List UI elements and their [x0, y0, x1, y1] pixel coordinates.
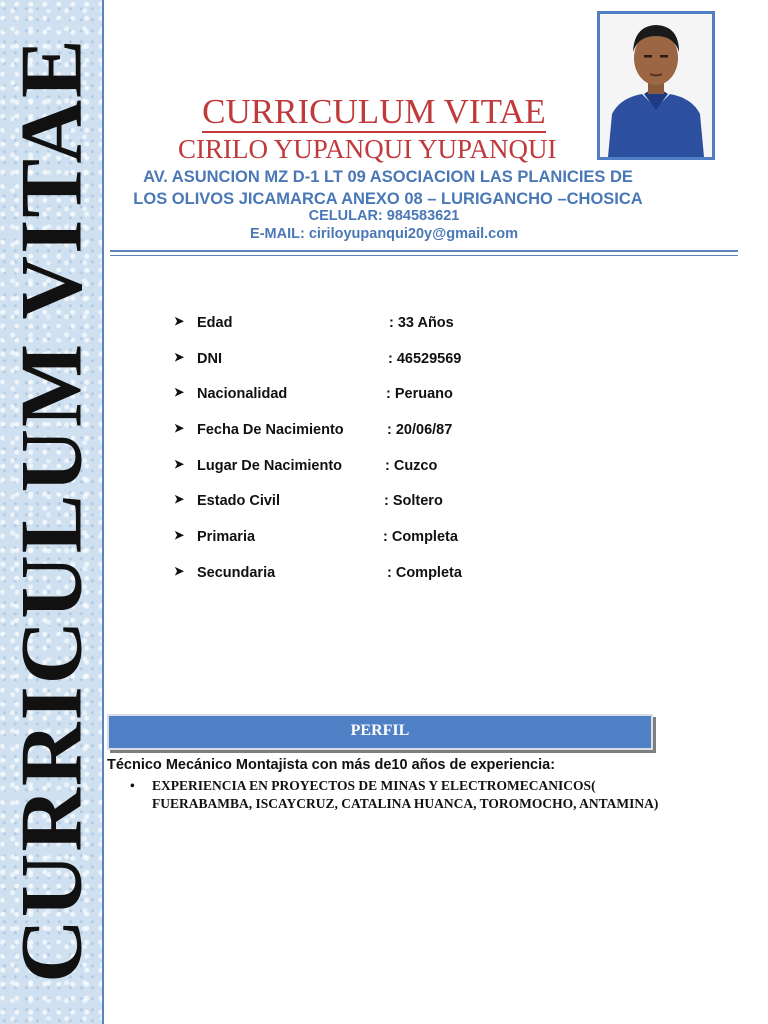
- arrow-right-icon: ➤: [174, 314, 185, 328]
- profile-summary: Técnico Mecánico Montajista con más de10 años de experiencia:: [107, 757, 556, 773]
- info-label: Lugar De Nacimiento: [197, 457, 343, 474]
- info-label: Estado Civil: [197, 493, 280, 510]
- perfil-section-header: [107, 714, 653, 750]
- candidate-name: CIRILO YUPANQUI YUPANQUI: [178, 134, 557, 164]
- document-title: CURRICULUM VITAE: [202, 92, 546, 131]
- perfil-heading: PERFIL: [350, 722, 410, 739]
- info-label: Fecha De Nacimiento: [197, 422, 344, 439]
- header-divider-thin: [110, 255, 738, 256]
- info-value: : Completa: [387, 564, 462, 581]
- info-value: : Soltero: [384, 493, 443, 510]
- address-line-2: LOS OLIVOS JICAMARCA ANEXO 08 – LURIGANCHO –CHOSICA: [133, 190, 643, 208]
- side-band: [0, 0, 104, 1024]
- email: E-MAIL: ciriloyupanqui20y@gmail.com: [250, 226, 518, 242]
- arrow-right-icon: ➤: [174, 385, 185, 400]
- info-value: : 20/06/87: [387, 422, 453, 439]
- arrow-right-icon: ➤: [174, 563, 185, 578]
- info-row: [174, 349, 574, 385]
- info-row: [174, 563, 574, 599]
- info-label: Secundaria: [197, 564, 276, 581]
- info-row: [174, 313, 574, 349]
- info-row: [174, 491, 574, 527]
- info-label: DNI: [197, 350, 222, 367]
- info-label: Nacionalidad: [197, 386, 288, 403]
- info-row: [174, 456, 574, 492]
- arrow-right-icon: ➤: [174, 492, 185, 507]
- info-value: : Cuzco: [385, 457, 438, 474]
- arrow-right-icon: ➤: [174, 456, 185, 471]
- arrow-right-icon: ➤: [174, 421, 185, 436]
- personal-info-list: [174, 313, 574, 599]
- info-value: : 33 Años: [389, 315, 454, 331]
- experience-item: [130, 777, 660, 812]
- info-value: : Completa: [383, 529, 458, 546]
- info-label: Edad: [197, 315, 233, 331]
- address: [108, 166, 668, 210]
- info-row: [174, 527, 574, 563]
- info-label: Primaria: [197, 529, 256, 546]
- info-value: : Peruano: [386, 386, 453, 403]
- bullet-dot-icon: •: [130, 778, 135, 793]
- phone: CELULAR: 984583621: [308, 208, 460, 224]
- experience-text: EXPERIENCIA EN PROYECTOS DE MINAS Y ELECTROMECANICOS( FUERABAMBA, ISCAYCRUZ, CATALINA HUANCA, TOROMOCHO, ANTAMINA): [152, 778, 659, 811]
- header-divider: [110, 250, 738, 252]
- info-row: [174, 384, 574, 420]
- address-line-1: AV. ASUNCION MZ D-1 LT 09 ASOCIACION LAS PLANICIES DE: [143, 168, 633, 186]
- info-value: : 46529569: [388, 350, 462, 367]
- info-row: [174, 420, 574, 456]
- arrow-right-icon: ➤: [174, 349, 185, 364]
- vertical-title: CURRICULUM VITAE: [3, 37, 101, 983]
- arrow-right-icon: ➤: [174, 528, 185, 543]
